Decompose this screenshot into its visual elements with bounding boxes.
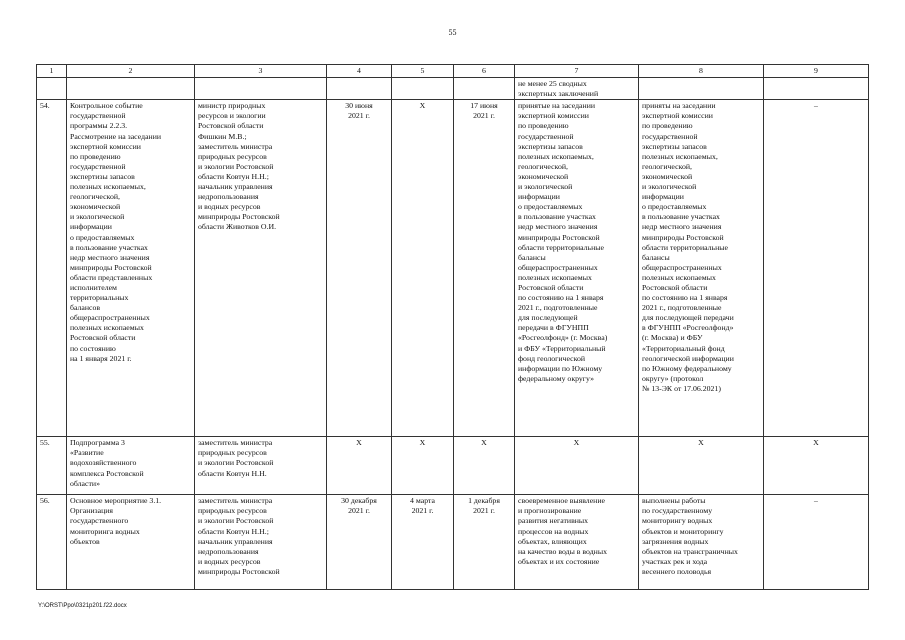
col-header: 2 (67, 65, 195, 78)
table-row (37, 495, 869, 590)
cell-col9: Х (764, 437, 869, 495)
row-number: 54. (37, 100, 67, 437)
event-name: Подпрограмма 3 «Развитие водохозяйственного комплекса Ростовской области» (67, 437, 195, 495)
cell-col6: Х (454, 437, 515, 495)
cell-col4: Х (327, 437, 392, 495)
row-number: 56. (37, 495, 67, 590)
cell-col8: выполнены работы по государственному мониторингу водных объектов и мониторингу загрязнения водных объектов на трансграничных участках рек и хода весеннего половодья (639, 495, 764, 590)
cell-col5: 4 марта 2021 г. (392, 495, 454, 590)
col-header: 7 (515, 65, 639, 78)
cell-col8: приняты на заседании экспертной комиссии по проведению государственной экспертизы запасов полезных ископаемых, геологической, экономической и экологической информации о предоставляемых в пользование участках недр местного значения минприроды Ростовской области территориальные балансы общераспространенных полезных ископаемых Ростовской области по состоянию на 1 января 2021 г., подготовленные для последующей передачи в ФГУНПП «Росгеолфонд» (г. Москва) и ФБУ «Территориальный фонд геологической информации по Южному федеральному округу» (протокол № 13-ЭК от 17.06.2021) (639, 100, 764, 437)
cell-col7: Х (515, 437, 639, 495)
cell-col5: Х (392, 100, 454, 437)
cell-col4: 30 декабря 2021 г. (327, 495, 392, 590)
table-row (37, 437, 869, 495)
table-row (37, 100, 869, 437)
cell-col6: 1 декабря 2021 г. (454, 495, 515, 590)
col-header: 3 (195, 65, 327, 78)
cell-col7: принятые на заседании экспертной комиссии по проведению государственной экспертизы запасов полезных ископаемых, геологической, экономической и экологической информации о предоставляемых в пользование участках недр местного значения минприроды Ростовской области территориальные балансы общераспространенных полезных ископаемых Ростовской области по состоянию на 1 января 2021 г., подготовленные для последующей передачи в ФГУНПП «Росгеолфонд» (г. Москва) и ФБУ «Территориальный фонд геологической информации по Южному федеральному округу» (515, 100, 639, 437)
col-header: 9 (764, 65, 869, 78)
header-row (37, 65, 869, 78)
event-name: Контрольное событие государственной программы 2.2.3. Рассмотрение на заседании экспертной комиссии по проведению государственной экспертизы запасов полезных ископаемых, геологической, экономической и экологической информации о предоставляемых в пользование участках недр местного значения минприроды Ростовской области представленных исполнителем территориальных балансов общераспространенных полезных ископаемых Ростовской области по состоянию на 1 января 2021 г. (67, 100, 195, 437)
cell-col9: – (764, 100, 869, 437)
responsible: министр природных ресурсов и экологии Ростовской области Фишкин М.В.; заместитель министра природных ресурсов и экологии Ростовской области Ковтун Н.Н.; начальник управления недропользования и водных ресурсов минприроды Ростовской области Животков О.И. (195, 100, 327, 437)
col-header: 8 (639, 65, 764, 78)
cell-col8: Х (639, 437, 764, 495)
row-number: 55. (37, 437, 67, 495)
col-header: 5 (392, 65, 454, 78)
col-header: 1 (37, 65, 67, 78)
col-header: 4 (327, 65, 392, 78)
event-name: Основное мероприятие 3.1. Организация государственного мониторинга водных объектов (67, 495, 195, 590)
report-table (36, 64, 869, 590)
cell-col6: 17 июня 2021 г. (454, 100, 515, 437)
col-header: 6 (454, 65, 515, 78)
continuation-cell: не менее 25 сводных экспертных заключений (515, 78, 639, 100)
responsible: заместитель министра природных ресурсов и экологии Ростовской области Ковтун Н.Н. (195, 437, 327, 495)
cell-col9: – (764, 495, 869, 590)
file-path-footer: Y:\ORST\Ppo\0321p201.f22.docx (38, 603, 127, 609)
continuation-row (37, 78, 869, 100)
cell-col5: Х (392, 437, 454, 495)
responsible: заместитель министра природных ресурсов и экологии Ростовской области Ковтун Н.Н.; начальник управления недропользования и водных ресурсов минприроды Ростовской (195, 495, 327, 590)
cell-col7: своевременное выявление и прогнозирование развития негативных процессов на водных объектах, влияющих на качество воды в водных объектах и их состояние (515, 495, 639, 590)
cell-col4: 30 июня 2021 г. (327, 100, 392, 437)
page-number: 55 (448, 28, 457, 37)
